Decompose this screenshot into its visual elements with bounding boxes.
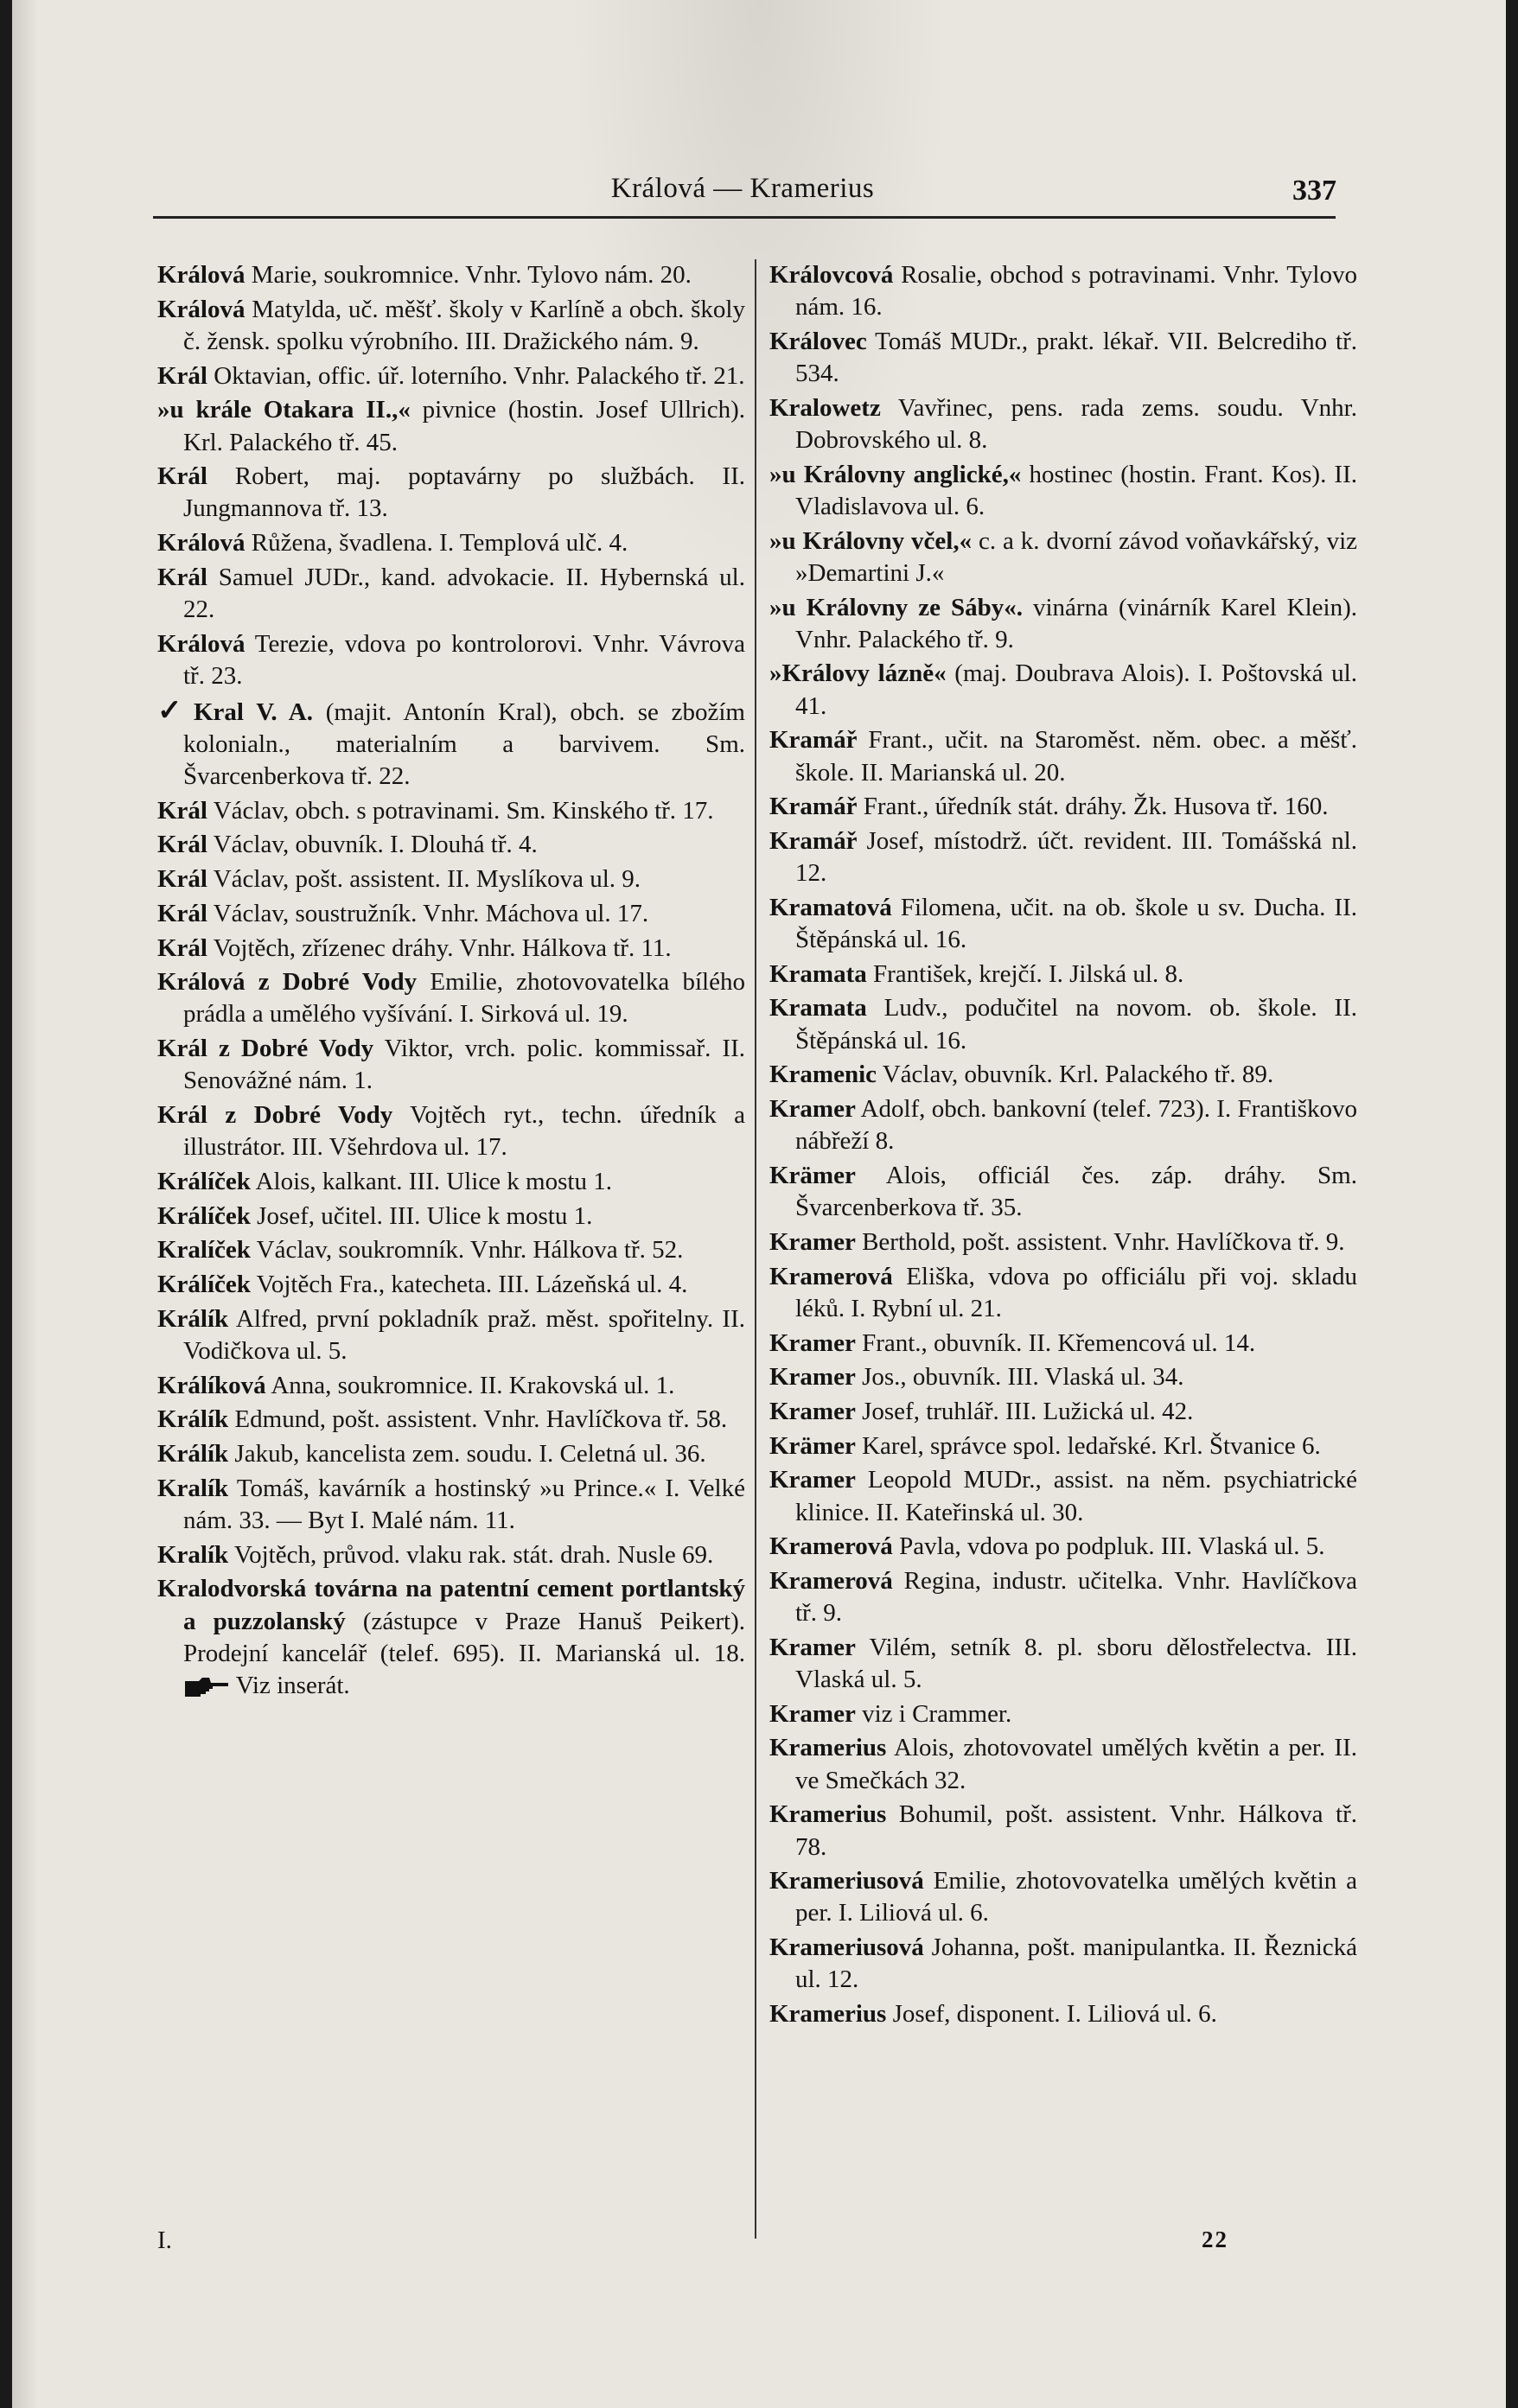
entry-name: Kramerius [769,2000,887,2029]
entry-details: Terezie, vdova po kontrolorovi. Vnhr. Vávrova tř. 23. [183,629,745,690]
entry-details: Edmund, pošt. assistent. Vnhr. Havlíčkova tř. 58. [228,1405,728,1434]
directory-entry [769,1464,1357,1528]
directory-entry [769,724,1357,788]
entry-details: Matylda, uč. měšť. školy v Karlíně a obch. školy č. žensk. spolku výrobního. III. Dražického nám. 9. [183,295,745,355]
entry-name: Králík [157,1405,229,1434]
printer-signature: 22 [1202,2226,1228,2252]
entry-name: Král [157,933,207,962]
entry-details: Adolf, obch. bankovní (telef. 723). I. Františkovo nábřeží 8. [795,1095,1357,1156]
entry-details: (maj. Doubrava Alois). I. Poštovská ul. 41. [795,659,1357,720]
directory-entry [769,592,1357,656]
entry-name: Kramer [769,1363,856,1392]
directory-entry [157,829,745,861]
entry-name: »u Královny anglické,« [769,460,1022,488]
entry-details: Jakub, kancelista zem. soudu. I. Celetná ul. 36. [228,1440,706,1468]
entry-name: Král [157,361,207,390]
directory-entry [157,628,745,692]
directory-entry [157,461,745,525]
entry-name: Kramerová [769,1566,893,1595]
entry-name: »u krále Otakara II.,« [157,396,411,424]
directory-entry [769,892,1357,956]
entry-name: Krämer [769,1161,856,1189]
entry-name: Kramář [769,793,858,821]
entry-name: Kralíček [157,1236,251,1265]
entry-name: Králová [157,629,246,658]
directory-entry [769,1565,1357,1629]
directory-entry [157,394,745,458]
directory-entry [157,695,745,793]
directory-entry [157,1438,745,1470]
entry-name: Krämer [769,1431,856,1460]
entry-name: Kramer [769,1633,856,1661]
entry-name: Kramer [769,1328,856,1357]
entry-details: Frant., úředník stát. dráhy. Žk. Husova tř. 160. [857,793,1329,821]
directory-entry [769,1093,1357,1157]
directory-entry [769,1799,1357,1863]
header-rule [153,216,1336,219]
entry-name: Králíček [157,1167,251,1195]
entry-details: Alois, zhotovovatel umělých květin a per. II. ve Smečkách 32. [795,1734,1357,1794]
entry-name: Kralík [157,1474,229,1502]
entry-details: Frant., obuvník. II. Křemencová ul. 14. [855,1328,1256,1357]
entry-details: pivnice (hostin. Josef Ullrich). Krl. Palackého tř. 45. [183,396,745,456]
entry-details: Josef, disponent. I. Liliová ul. 6. [886,2000,1217,2029]
entry-details: Vilém, setník 8. pl. sboru dělostřelectva. III. Vlaská ul. 5. [795,1633,1357,1694]
directory-entry [769,1226,1357,1258]
entry-name: Král [157,865,207,894]
entry-name: Král [157,796,207,825]
directory-entry [157,1166,745,1198]
entry-name: Králíček [157,1271,251,1299]
entry-name: Král [157,563,207,591]
directory-entry [769,1632,1357,1696]
entry-details: c. a k. dvorní závod voňavkářský, viz »Demartini J.« [795,526,1357,587]
entry-name: Královcová [769,261,894,289]
directory-entry [769,526,1357,589]
directory-entry [769,959,1357,991]
entry-details: Jos., obuvník. III. Vlaská ul. 34. [855,1363,1184,1392]
entry-details: Berthold, pošt. assistent. Vnhr. Havlíčkova tř. 9. [855,1227,1345,1256]
entry-details: Anna, soukromnice. II. Krakovská ul. 1. [265,1371,675,1399]
entry-details: vinárna (vinárník Karel Klein). Vnhr. Palackého tř. 9. [795,593,1357,653]
entry-note: Viz inserát. [230,1672,350,1700]
entry-name: Kramata [769,994,867,1022]
directory-entry [157,966,745,1030]
entry-details: Vojtěch, zřízenec dráhy. Vnhr. Hálkova tř. 11. [207,933,672,962]
entry-name: Kramer [769,1227,856,1256]
entry-details: Tomáš, kavárník a hostinský »u Prince.« I. Velké nám. 33. — Byt I. Malé nám. 11. [183,1474,745,1535]
footer-mark: I. [157,2226,172,2254]
entry-details: Viktor, vrch. polic. kommissař. II. Senovážné nám. 1. [183,1035,745,1095]
entry-details: Johanna, pošt. manipulantka. II. Řeznická ul. 12. [795,1933,1357,1994]
directory-entry [157,294,745,358]
entry-name: Královec [769,327,867,355]
entry-details: František, krejčí. I. Jilská ul. 8. [866,959,1184,988]
directory-entry [769,1160,1357,1224]
entry-details: (zástupce v Praze Hanuš Peikert). Prodejní kancelář (telef. 695). II. Marianská ul. 18. [183,1607,745,1667]
entry-details: Vojtěch Fra., katecheta. III. Lázeňská ul. 4. [250,1271,688,1299]
entry-name: Králová z Dobré Vody [157,968,418,997]
entry-details: Alfred, první pokladník praž. měst. spořitelny. II. Vodičkova ul. 5. [183,1304,745,1365]
right-column [769,259,1357,2033]
directory-entry [157,1201,745,1233]
directory-entry [157,933,745,965]
entry-details: Karel, správce spol. ledařské. Krl. Štvanice 6. [855,1431,1321,1460]
entry-details: Eliška, vdova po officiálu při voj. skladu léků. I. Rybní ul. 21. [795,1262,1357,1322]
directory-entry [769,1361,1357,1393]
entry-details: Frant., učit. na Staroměst. něm. obec. a měšť. škole. II. Marianská ul. 20. [795,726,1357,787]
entry-name: Kramenic [769,1061,877,1089]
entry-name: »u Královny ze Sáby«. [769,593,1023,621]
entry-details: Josef, učitel. III. Ulice k mostu 1. [250,1201,593,1230]
entry-details: Alois, officiál čes. záp. dráhy. Sm. Švarcenberkova tř. 35. [795,1161,1357,1222]
directory-entry [769,825,1357,889]
entry-details: Ludv., podučitel na novom. ob. škole. II. Štěpánská ul. 16. [795,994,1357,1054]
directory-entry [157,1573,745,1702]
page-number: 337 [1292,175,1336,207]
entry-details: hostinec (hostin. Frant. Kos). II. Vladislavova ul. 6. [795,460,1357,520]
entry-name: Král [157,899,207,927]
pointing-hand-icon [183,1676,230,1698]
entry-name: Kramář [769,726,858,755]
entry-details: Emilie, zhotovovatelka bílého prádla a umělého vyšívání. I. Sirková ul. 19. [183,968,745,1029]
directory-entry [769,1430,1357,1462]
entry-name: Králík [157,1304,229,1333]
left-column [157,259,745,1704]
entry-name: Krameriusová [769,1933,924,1962]
entry-details: Filomena, učit. na ob. škole u sv. Ducha. II. Štěpánská ul. 16. [795,893,1357,954]
directory-entry [769,1698,1357,1730]
entry-details: Marie, soukromnice. Vnhr. Tylovo nám. 20. [245,261,692,289]
directory-entry [157,1269,745,1301]
directory-entry [769,1531,1357,1563]
directory-entry [157,795,745,827]
entry-details: Pavla, vdova po podpluk. III. Vlaská ul. 5. [892,1532,1325,1561]
directory-entry [157,562,745,626]
entry-details: Václav, soustružník. Vnhr. Máchova ul. 17. [207,899,649,927]
column-divider [755,259,756,2239]
entry-details: Růžena, švadlena. I. Templová ulč. 4. [245,529,628,557]
directory-entry [769,1396,1357,1428]
directory-entry [769,459,1357,523]
entry-name: Kramer [769,1466,856,1494]
directory-page [12,0,1506,2408]
entry-details: Emilie, zhotovovatelka umělých květin a per. I. Liliová ul. 6. [795,1867,1357,1927]
directory-entry [769,1328,1357,1360]
directory-entry [157,863,745,895]
directory-entry [769,1998,1357,2030]
directory-entry [769,1732,1357,1796]
entry-name: Kramerius [769,1734,887,1762]
entry-name: Králová [157,295,246,323]
entry-details: Josef, truhlář. III. Lužická ul. 42. [855,1397,1194,1425]
directory-entry [157,1370,745,1402]
entry-details: Václav, obch. s potravinami. Sm. Kinského tř. 17. [207,796,714,825]
directory-entry [157,259,745,291]
directory-entry [769,392,1357,456]
entry-name: Králová [157,261,246,289]
entry-details: Tomáš MUDr., prakt. lékař. VII. Belcrediho tř. 534. [795,327,1357,388]
entry-name: Králová [157,529,246,557]
entry-name: »Královy lázně« [769,659,947,688]
entry-name: Kramerius [769,1800,887,1829]
entry-details: Regina, industr. učitelka. Vnhr. Havlíčkova tř. 9. [795,1566,1357,1628]
entry-details: Josef, místodrž. účt. revident. III. Tomášská nl. 12. [795,826,1357,888]
entry-details: Bohumil, pošt. assistent. Vnhr. Hálkova tř. 78. [795,1800,1357,1861]
directory-entry [769,658,1357,722]
entry-name: Kral V. A. [193,698,313,726]
entry-name: Králíková [157,1371,266,1399]
entry-details: Václav, soukromník. Vnhr. Hálkova tř. 52. [250,1236,684,1265]
directory-entry [769,791,1357,823]
checkmark-sign-icon: ✓ [157,694,188,727]
entry-name: Král z Dobré Vody [157,1101,393,1130]
directory-entry [157,360,745,392]
directory-entry [769,1932,1357,1996]
directory-entry [157,1303,745,1367]
entry-name: Kramerová [769,1532,893,1561]
header-title: Králová — Kramerius [610,173,875,204]
entry-name: Kramer [769,1397,856,1425]
entry-name: Kramer [769,1095,856,1124]
entry-details: Václav, obuvník. I. Dlouhá tř. 4. [207,831,538,859]
entry-name: Králík [157,1440,229,1468]
directory-entry [157,527,745,559]
entry-name: Král z Dobré Vody [157,1035,374,1063]
entry-details: viz i Crammer. [855,1699,1012,1728]
entry-name: Kralík [157,1540,229,1569]
entry-details: (majit. Antonín Kral), obch. se zbožím kolonialn., materialním a barvivem. Sm. Švarcenberkova tř. 22. [183,698,745,791]
entry-name: Kramatová [769,893,892,921]
entry-details: Vojtěch ryt., techn. úředník a illustrátor. III. Všehrdova ul. 17. [183,1101,745,1162]
entry-name: Král [157,462,207,491]
entry-name: Král [157,831,207,859]
directory-entry [769,1865,1357,1929]
entry-details: Václav, pošt. assistent. II. Myslíkova ul. 9. [207,865,641,894]
entry-details: Leopold MUDr., assist. na něm. psychiatrické klinice. II. Kateřinská ul. 30. [795,1466,1357,1526]
entry-details: Vojtěch, průvod. vlaku rak. stát. drah. Nusle 69. [228,1540,714,1569]
directory-entry [157,1033,745,1097]
directory-entry [157,1539,745,1571]
entry-name: Krameriusová [769,1867,924,1895]
directory-entry [769,1261,1357,1325]
entry-name: Kramer [769,1699,856,1728]
entry-name: Kramář [769,826,858,855]
entry-details: Rosalie, obchod s potravinami. Vnhr. Tylovo nám. 16. [795,261,1357,322]
entry-name: Králíček [157,1201,251,1230]
entry-name: Kralodvorská továrna na patentní cement portlantský a puzzolanský [157,1575,745,1635]
directory-entry [157,1099,745,1163]
entry-details: Alois, kalkant. III. Ulice k mostu 1. [250,1167,612,1195]
entry-details: Vavřinec, pens. rada zems. soudu. Vnhr. Dobrovského ul. 8. [795,393,1357,455]
entry-name: Kramata [769,959,867,988]
directory-entry [157,898,745,930]
entry-details: Oktavian, offic. úř. loterního. Vnhr. Palackého tř. 21. [207,361,745,390]
entry-name: Kramerová [769,1262,893,1290]
running-header [150,173,1335,218]
directory-entry [157,1404,745,1436]
entry-details: Václav, obuvník. Krl. Palackého tř. 89. [877,1061,1274,1089]
entry-name: »u Královny včel,« [769,526,973,555]
directory-entry [157,1473,745,1537]
directory-entry [157,1234,745,1266]
directory-entry [769,326,1357,390]
directory-entry [769,1059,1357,1091]
entry-details: Robert, maj. poptavárny po službách. II. Jungmannova tř. 13. [183,462,745,523]
entry-name: Kralowetz [769,393,881,422]
directory-entry [769,992,1357,1056]
entry-details: Samuel JUDr., kand. advokacie. II. Hybernská ul. 22. [183,563,745,624]
directory-entry [769,259,1357,323]
